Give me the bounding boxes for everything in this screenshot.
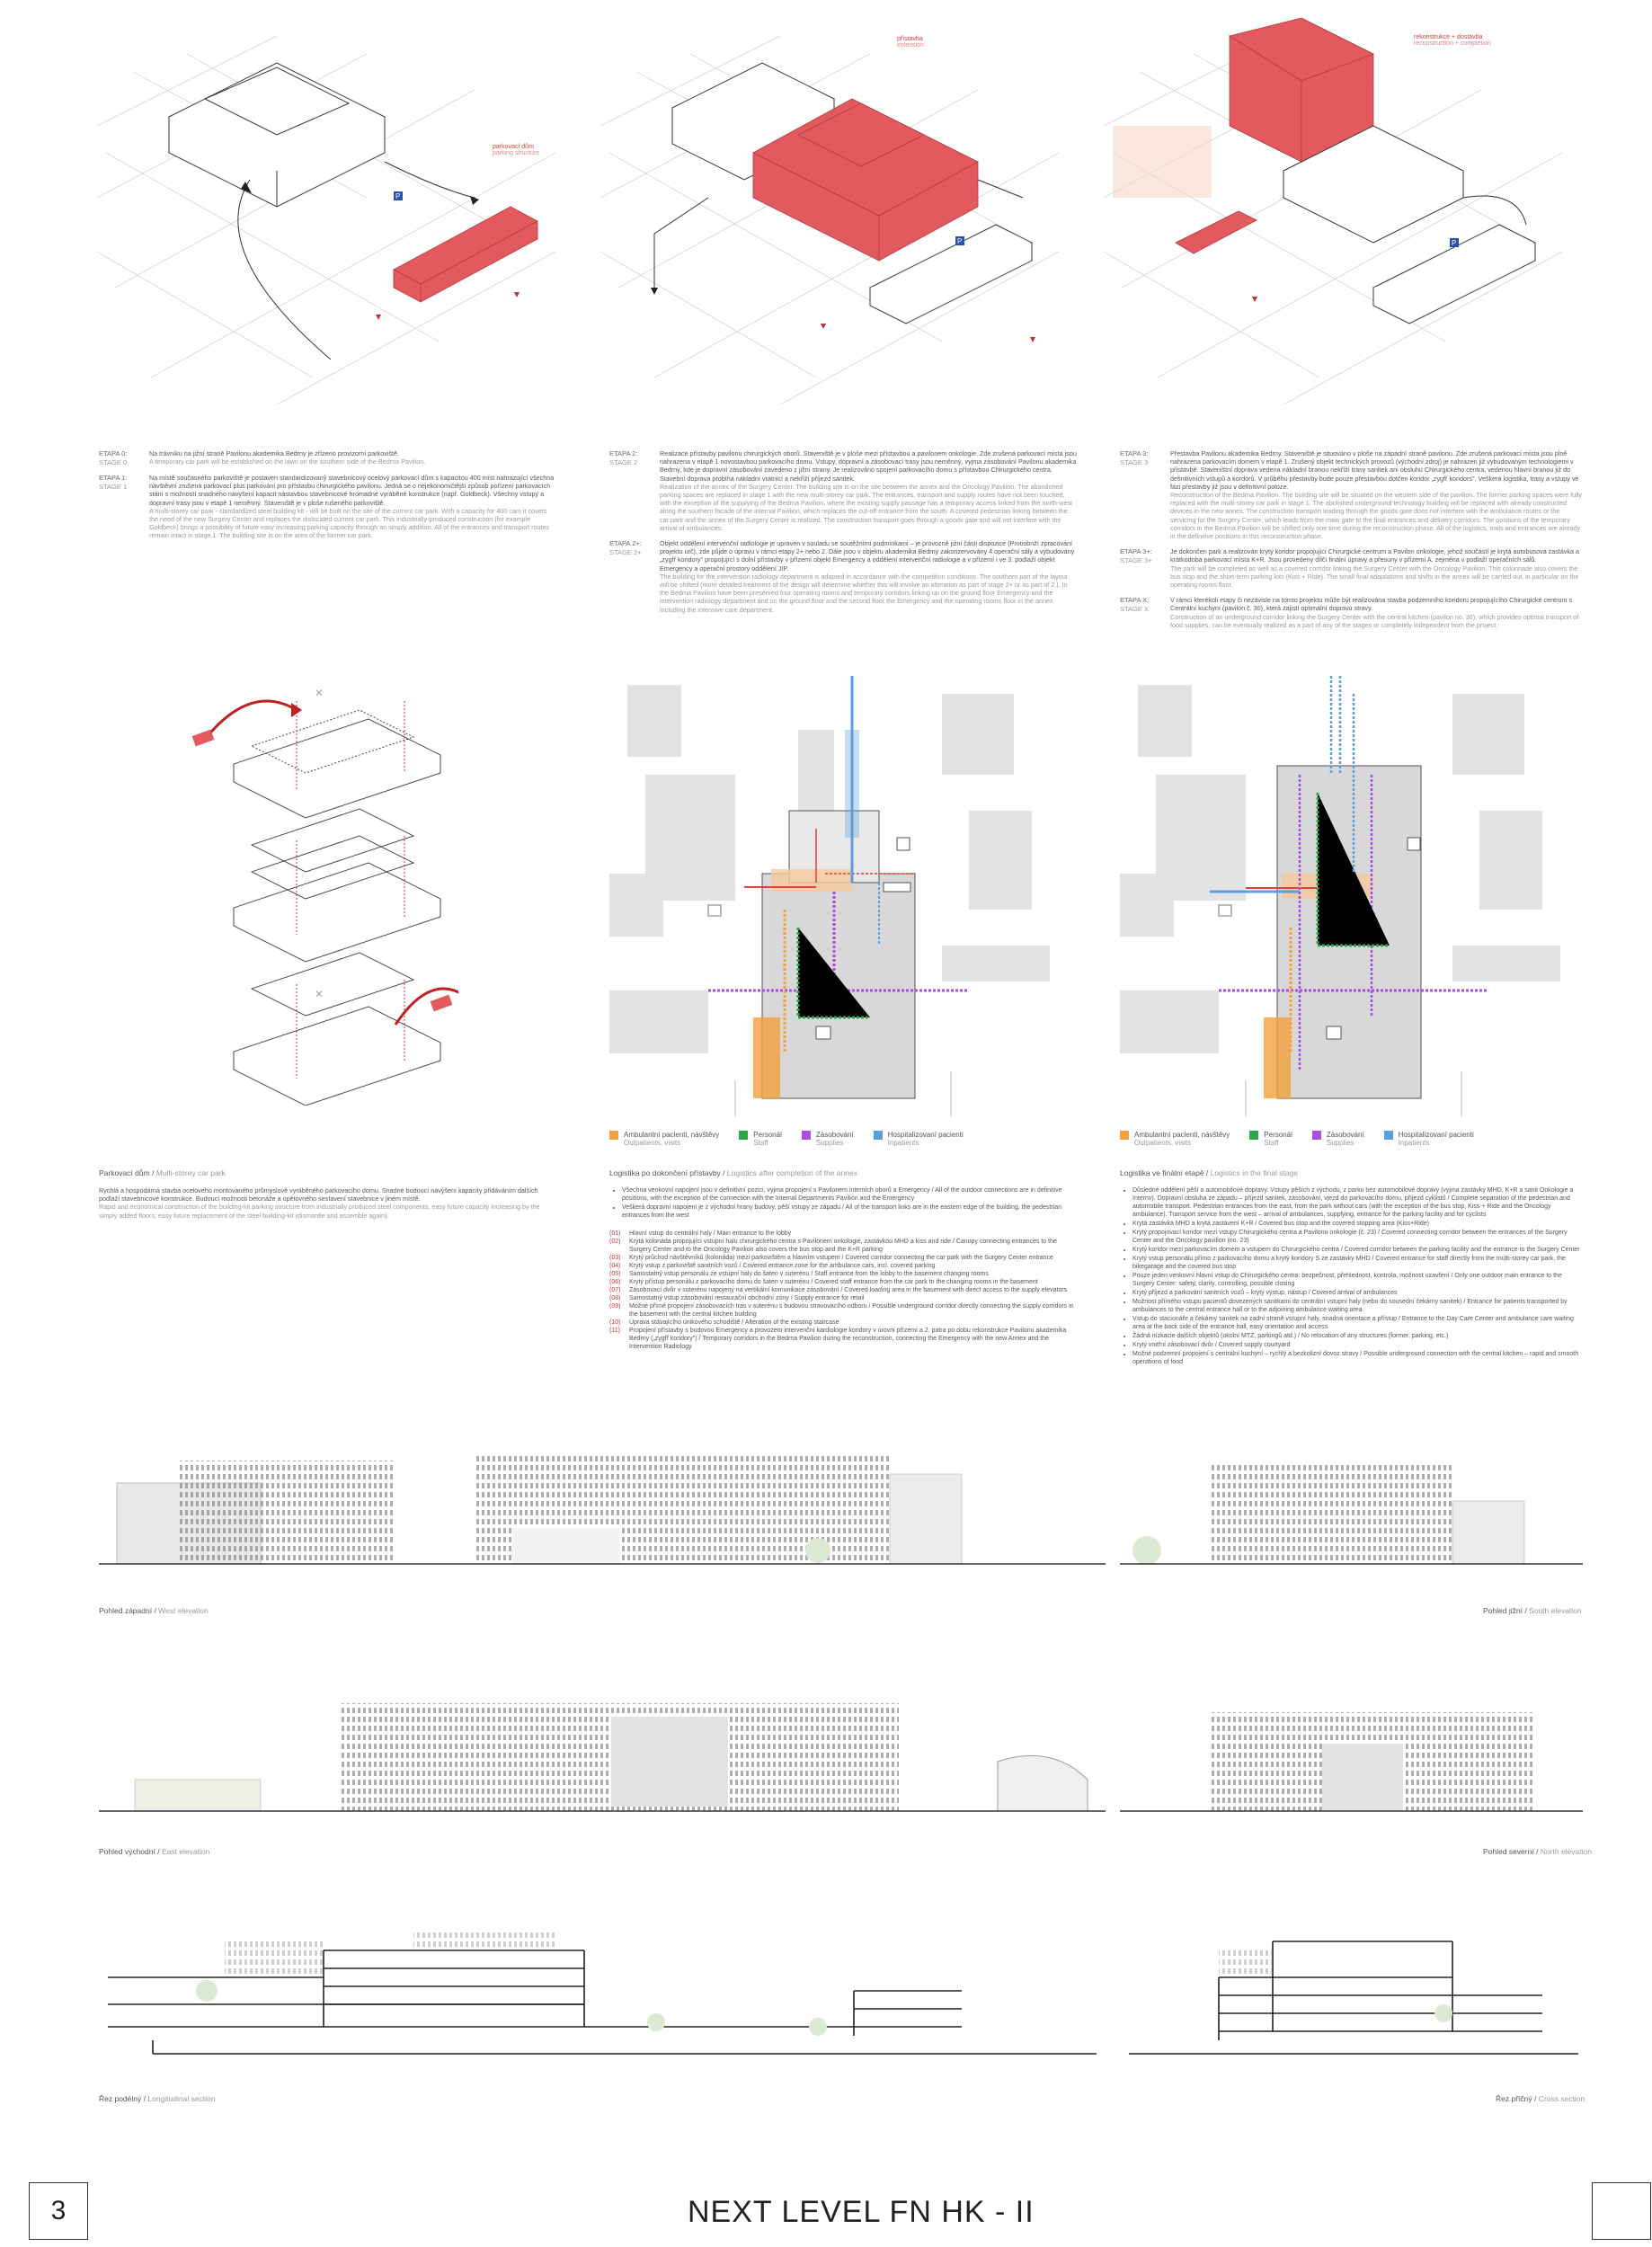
diagram-1-label: parkovací dům parking structure <box>493 144 540 156</box>
longitudinal-section-drawing <box>99 1923 1106 2067</box>
stage-text-column-1: ETAPA 0: STAGE 0 Na trávníku na jižní straně Pavilonu akademika Bedrny je zřízeno provizorní parkoviště. A temporary car park will be established on the lawn on the southern side of the Bedrna Pavilion. ETAPA 1: STAGE 1 Na místě současného parkoviště je postaven standardizovaný stavebnicový ocelový parkovací dům s kapacitou 400 míst nahrazující všechna návštěvní zrušená parkovací plus parkování pro přístavbu chirurgického pavilonu. Jedná se o nejekonomičtější způsob pořízení parkovacích stání s možností snadného navýšení kapacit nástavbou stavebnicové hromadné vyráběné konstrukce (např. Goldbeck). Všechny vstupy a dopravní trasy jsou v etapě 1 neměnný. Staveniště je v ploše rušeného parkoviště. A multi-storey car park - standardized steel building kit - will be built on the site of the current car park. With a capacity for 400 cars it covers the need of the new Surgery Center and replaces the dislocated current car park. This industrially-produced construction (for example Goldbeck) brings a possibility of future easy increasing parking capacity through an simply addition. All of the entrances and transport routes remain intact in stage 1. The building site is on the area of the former car park. <box>99 449 555 540</box>
legend-mid: Ambulantní pacienti, návštěvy Outpatients, visits Personál Staff Zásobování Supplies Hospitalizovaní pacienti Inpatients <box>609 1131 964 1147</box>
cross-section-drawing <box>1120 1923 1583 2067</box>
west-elevation-label: Pohled západní / West elevation <box>99 1606 209 1615</box>
site-plan-after-annex <box>609 676 1059 1121</box>
axo-diagram-stage-1 <box>97 18 555 404</box>
north-elevation-drawing <box>1120 1690 1583 1834</box>
footer-right-box <box>1592 2182 1651 2240</box>
west-elevation-drawing <box>99 1447 1106 1591</box>
document-title: NEXT LEVEL FN HK - II <box>688 2195 1035 2229</box>
stage-text-column-3: ETAPA 3: STAGE 3 Přestavba Pavilonu akademika Bedrny. Staveniště je situováno v ploše na západní straně pavilonu. Zde zrušená parkovací místa jsou plně nahrazena parkovacím domem v etapě 1. Zrušený objekt technických provozů (východní zdroj) je nahrazen již vybudovaným technologiemi v přístavbě. Staveništní doprava vedena nákladní branou nekříží trasy sanitek ani obsluhu Chirurgického centra, vedenou hlavní branou již do definitivních vstupů a kordorů. V průběhu přestavby bude pouze přestavbou dotčen koridor „zygfř koridors". Veškerá logistika, trasy a vstupy ve fázi přestavby již jsou v definitivní poloze. Reconstruction of the Bedrna Pavilion. The building site will be situated on the western side of the pavilion. The former parking spaces were fully replaced with the multi-storey car park in stage 1. The abolished underground technology building will be replaced with already constructed devices in the new annex. The construction transport leading through the goods gate does not interfere with the ambulance routes or the servicing for the Surgery Center, which leads from the main gate to the final entrances and delivery corridors. The positions of the temporary corridors in the Bedrna Pavilion will be shifted only one time during the reconstruction phase. All of the logistics, trails and entrances are already in the definitive positions in this reconstruction phase. ETAPA 3+: STAGE 3+ Je dokončen park a realizován krytý koridor propojující Chirurgické centrum a Pavilon onkologie, jehož součástí je krytá autobusová zastávka a krátkodobá parkovací místa K+R. Jsou provedeny dílčí finální úpravy a přesuny v přízemí A, zejména v podlaží operačních sálů. The park will be completed as well as a covered corridor linking the Surgery Center with the Oncology Pavilion. This colonnade also covers the bus stop and the short-term parking lots (Kiss + Ride). The small final adaptations and shifts in the annex will be carried out, in particular on the operating rooms floor. ETAPA X: STAGE X V rámci kterékoli etapy či nezávisle na tomto projektu může být realizována stavba podzemního koridoru propojujícího Chirurgické centrum s Centrální kuchyní (pavilon č. 30), která zajistí optimální dopravu stravy. Construction of an underground corridor linking the Surgery Center with the central kitchen (pavilon no. 30), which provides optimal transport of food supplies, can be eventually realized as a part of any of the stages or completely independent from the project. <box>1120 449 1582 629</box>
cross-section-label: Řez příčný / Cross section <box>1496 2094 1585 2103</box>
logistics-final: Logistika ve finální etapě / Logistics in the final stage • Důsledné oddělení pěší a automobilové dopravy. Vstupy pěších z východu, z parku bez automobilové dopravy (vyjma zastávky MHD, K+R a sanit Onkologie a Internv). Dopravní obsluha ze západu – příjezd sanitek, zásobování, vjezd do parkovacího domu, příjezd cyklistů / Complete separation of the pedestrian and automobile transport. Pedestrian entrances from the east, from the park without cars (with the exception of the bus stop, Kiss + Ride and the Oncology ambulance). Transport service from the west – arrival of ambulances, supplying, entrance for the parking facility and for cyclists • Krytá zastávka MHD a krytá zastávení K+R / Covered bus stop and the covered stopping area (Kiss+Ride) • Krytý propojovací koridor mezi vstupy Chirurgického centra a Pavilonu onkologie (č. 23) / Covered connecting corridor between the entrances of the Surgery Center and the Oncology pavilion (no. 23) • Krytý koridor mezi parkovacím domem a vstupem do Chirurgického centra / Covered corridor between the parking facility and the entrance to the Surgery Center • Krytý vstup personálu přímo z parkovacího domu a krytý koridory S ze zastávky MHD / Covered entrance for staff directly from the multi-storey car park, the bikegarage and the covered bus stop • Pouze jeden venkovní hlavní vstup do Chirurgického centra: bezpečnost, přehlednost, kontrola, možnost uzavření / Only one outdoor main entrance to the Surgery Center: safety, clarity, controlling, possible closing • Krytý příjezd a parkování sanitních vozů – krytý výstup, nástup / Covered arrival of ambulances • Možnost přímého vstupu pacientů dovezených sanitkami do centrální vstupní haly (nebo do sousední čekárny sanitek) / Entrance for patients transported by ambulances to the central entrance hall or to the adjoining ambulance waiting area • Vstup do stacionáře a čekárny sanitek na zadní straně vstupní haly, snadná orientace a přístup / Entrance to the Day Care Center and ambulance care waiting area at the back side of the entrance hall, easy orientation and access • Žádná nízkacie dalších objektů (okolní MTZ, parkingů atd.) / No relocation of any structures (former, parking, etc.) • Krytý vnitřní zásobovací dvůr / Covered supply courtyard • Možné podzemní propojení s centrální kuchyní – rychlý a bezkolizní dovoz stravy / Possible underground connection with the central kitchen – rapid and smooth operations of food <box>1120 1168 1583 1367</box>
site-plan-final-stage <box>1120 676 1569 1121</box>
svg-text:P: P <box>1452 239 1457 247</box>
legend-final: Ambulantní pacienti, návštěvy Outpatients, visits Personál Staff Zásobování Supplies Hospitalizovaní pacienti Inpatients <box>1120 1131 1474 1147</box>
diagram-2-label: přístavba extension <box>897 36 924 49</box>
south-elevation-drawing <box>1120 1447 1583 1591</box>
longitudinal-section-label: Řez podélný / Longitudinal section <box>99 2094 216 2103</box>
axo-diagram-stage-3 <box>1104 18 1562 404</box>
svg-text:✕: ✕ <box>315 687 324 699</box>
svg-text:✕: ✕ <box>315 988 324 1000</box>
south-elevation-label: Pohled jižní / South elevation <box>1483 1606 1582 1615</box>
diagram-3-label: rekonstrukce + dostavba reconstruction + completion <box>1414 34 1491 47</box>
east-elevation-drawing <box>99 1690 1106 1834</box>
svg-text:P: P <box>957 237 963 245</box>
svg-text:P: P <box>395 192 401 200</box>
parking-kit-diagram <box>189 683 458 1106</box>
north-elevation-label: Pohled severní / North elevation <box>1483 1847 1592 1856</box>
stage-text-column-2: ETAPA 2: STAGE 2 Realizace přístavby pavilonu chirurgických oborů. Staveniště je v ploše mezi přístavbou a pavilonem onkologie. Zde zrušená parkovací místa jsou nahrazena v etapě 1 novostavbou parkovacího domu. Vstupy, dopravní a zásobovací trasy jsou neměnný, vyjma zásobování Pavilonu akademika Bedrny, kde je dopravní zásobování zavedeno z jižní strany. Je realizováno spojení parkovacího domu s přístavbou Chirurgického centra. Stavební doprava probíhá nákladní vrátnicí a nekříží příjezd sanitek. Realization of the annex of the Surgery Center. The building site is on the site between the annex and the Oncology Pavilion. The abandoned parking spaces are replaced in stage 1 with the new multi-storey car park. The entrances, transport and supply routes have not been touched, with the exception of the supplying of the Bedrna Pavilion, where the existing supply passage has a temporary access linked from the north-west along the southern facade of the internal Pavilion, which replaces the cut-off entrance from the south. A covered pedestrian linking between the car park and the annex of the Surgery Center is realized. The construction transport goes through a goods gate and will not interfere with the arrival of ambulances. ETAPA 2+: STAGE 2+ Objekt oddělení intervenční radiologie je upraven v souladu se soutěžními podmínkami – je provozně jižní části dispozice (Protiobnží zpracování projektu urč), zde půjde o úpravu v rámci etapy 2+ nebo 2. Dále jsou v objektu akademika Bedrny zakonzervovány 4 operační sály a vybudovány „zygfř koridory" propojující s dolní přístavby v přízemí objekt Emergency a oddělení intervenční radiologie a v přízemí i ve 3. podlaží objekt Emergency a operační prostory oddělení JIP. The building for the intervention radiology department is adapted in accordance with the competition conditions. The southern part of the layout will be shifted (more detailed treatment of the design will determine whether this will involve an alteration as part of stage 2+ or as part of 2.). In the Bedrna Pavilion have been preserved four operating rooms and temporary corridors linking up on the ground floor Emergency and the intervention radiology department and on the ground floor and the second floor the Emergency and the operating rooms floor in the annex including the intensive care department. <box>609 449 1077 614</box>
axo-diagram-stage-2 <box>600 18 1059 404</box>
parking-description: Parkovací dům / Multi-storey car park Rychlá a hospodárná stavba ocelového montovaného průmyslově vyráběného parkovacího domu. Snadné budoucí navýšení kapacity přidáváním dalších podlaží stavebnicové konstrukce. Budoucí možnosti betonáže a opětovného sestavení stavebnice v jiném místě. Rapid and economical construction of the building-kit parking structure from industrially produced steel components, easy future capacity increasing by the simply added floors, easy future replacement of the steel building-kit (dismantle and assemble again). <box>99 1168 540 1220</box>
east-elevation-label: Pohled východní / East elevation <box>99 1847 210 1856</box>
logistics-after-annex: Logistika po dokončení přístavby / Logistics after completion of the annex • Všechna venkovní napojení jsou v definitivní pozici, vyjma propojení s Pavilonem interních oborů a Emergency / All of the outdoor connections are in definitive positions, with the exception of the connection with the Internal Departments Pavilion and the Emergency • Veškerá dopravní napojení je z východní hrany budovy, pěší vstupy ze západu / All of the transport links are in the eastern edge of the building, the pedestrian entrances from the west (01) Hlavní vstup do centrální haly / Main entrance to the lobby (02) Krytá kolonáda propojující vstupní halu chirurgického centra s Pavilonem onkologie, zastávkou MHD a kiss and ride / Canopy connecting entrances to the Surgery Center and to the Oncology Pavilion also covers the bus stop and the K+R parking (03) Krytý průchod návštěvníků (kolonáda) mezi parkovištěm a hlavním vstupem / Covered corridor connecting the car park with the Surgery Center entrance (04) Krytý vstup z parkoviště sanitních vozů / Covered entrance zone for the ambulance cars, incl. covered parking (05) Samostatný vstup personálu ze vstupní haly do šaten v suterénu / Staff entrance from the lobby to the basement changing rooms (06) Krytý přístup personálu z parkovacího domu do šaten v suterénu / Covered staff entrance from the car park to the changing rooms in the basement (07) Zásobovací dvůr v suterénu napojený na vertikální komunikace zásobování / Covered loading area in the basement with direct access to the supply elevators (08) Samostatný vstup zásobování restaurační obchodní zóny / Supply entrance for retail (09) Možné přímé propojení zásobovacích tras v suterénu s budovou stravovacího odboru / Possible underground corridor directly connecting the supply corridors in the basement with the central kitchen building (10) Úprava stávajícího únikového schodiště / Alteration of the existing staircase (11) Propojení přístavby s budovou Emergency a provozem intervenční kardiologie koridory v úrovni přízemí a 2. patra po dobu rekonstrukce Pavilonu akademika Bedrny („zygfř koridory") / Temporary corridors in the Bedrna Pavilion during the reconstruction, connecting the Emergency with the new Annex and the Intervention Radiology <box>609 1168 1077 1351</box>
page-number: 3 <box>29 2182 88 2240</box>
